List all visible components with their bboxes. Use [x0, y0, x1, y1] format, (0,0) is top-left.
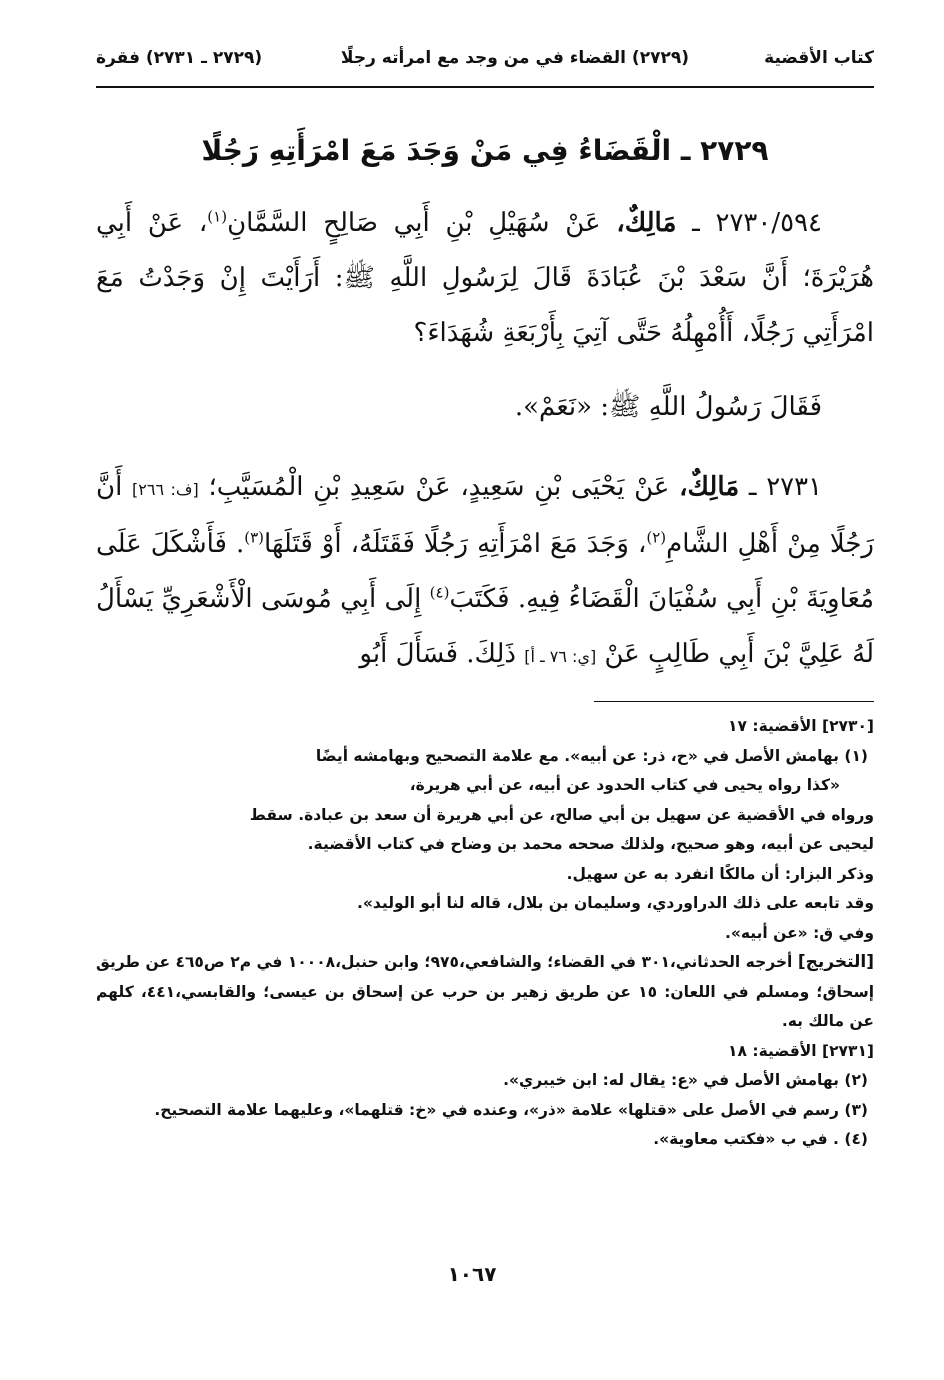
footnote-3-label: (٣) — [844, 1100, 868, 1119]
hadith-2730-reply: فَقَالَ رَسُولُ اللَّهِ ﷺ: «نَعَمْ». — [514, 392, 822, 422]
footnote-3 — [96, 1096, 874, 1126]
header-book-title: كتاب الأقضية — [764, 48, 874, 68]
hadith-2731 — [96, 460, 874, 684]
footnote-1-line: ليحيى عن أبيه، وهو صحيح، ولذلك صححه محمد بن وضاح في كتاب الأقضية. — [307, 835, 874, 853]
header-chapter-title: (٢٧٢٩) القضاء في من وجد مع امرأته رجلًا — [340, 48, 689, 68]
hadith-2731-text-e: إِلَى أَبِي مُوسَى الْأَشْعَرِيِّ يَسْأَلُ لَهُ عَلِيَّ بْنَ أَبِي طَالِبٍ عَنْ — [96, 584, 874, 669]
footnote-1-line: «كذا رواه يحيى في كتاب الحدود عن أبيه، عن أبي هريرة، — [409, 776, 840, 794]
footnote-3-text: رسم في الأصل على «قتلها» علامة «ذر»، وعنده في «خ: قتلهما»، وعليهما علامة التصحيح. — [154, 1100, 839, 1119]
footnote-1-line: ورواه في الأقضية عن سهيل بن أبي صالح، عن أبي هريرة أن سعد بن عبادة. سقط — [249, 805, 874, 824]
hadith-2730-text-b: ، عَنْ أَبِي هُرَيْرَةَ؛ أَنَّ سَعْدَ بْنَ عُبَادَةَ قَالَ لِرَسُولِ اللَّهِ ﷺ: أَرَأَيْتَ إِنْ وَجَدْتُ مَعَ امْرَأَتِي رَجُلًا، أَأُمْهِلُهُ حَتَّى آتِيَ بِأَرْبَعَةِ شُهَدَاءَ؟ — [96, 208, 874, 348]
footnote-4-text: . في ب «فكتب معاوية». — [653, 1130, 839, 1148]
footnote-1-line: وقد تابعه على ذلك الدراوردي، وسليمان بن بلال، قاله لنا أبو الوليد». — [357, 894, 874, 912]
footnote-divider — [594, 701, 874, 702]
hadith-2730-narrator: مَالِكٌ، — [616, 208, 677, 238]
hadith-2730-number: ٢٧٣٠/٥٩٤ ـ — [692, 208, 823, 238]
running-header — [96, 44, 874, 78]
footnote-4-label: (٤) — [844, 1130, 868, 1148]
hadith-2731-text-b: أَنَّ رَجُلًا مِنْ أَهْلِ الشَّامِ — [96, 472, 874, 559]
takhrij-label: [التخريج] — [797, 952, 874, 972]
footnote-1-line: وذكر البزار: أن مالكًا انفرد به عن سهيل. — [566, 864, 874, 883]
hadith-2731-text-a: عَنْ يَحْيَى بْنِ سَعِيدٍ، عَنْ سَعِيدِ بْنِ الْمُسَيَّبِ؛ — [208, 472, 670, 502]
footnote-1-line: بهامش الأصل في «ح، ذر: عن أبيه». مع علامة التصحيح وبهامشه أيضًا — [315, 746, 839, 765]
hadith-2731-text-d: . فَأَشْكَلَ عَلَى مُعَاوِيَةَ بْنِ أَبِي سُفْيَانَ الْقَضَاءُ فِيهِ. فَكَتَبَ — [96, 529, 874, 614]
footnote-1 — [96, 742, 874, 772]
footnote-2-label: (٢) — [844, 1071, 868, 1089]
header-divider — [96, 86, 874, 88]
footnote-marker-1[interactable]: (١) — [207, 207, 228, 226]
takhrij-note — [96, 948, 874, 1037]
footnote-4 — [96, 1125, 874, 1155]
footnotes — [96, 712, 874, 1155]
page-number: ١٠٦٧ — [447, 1262, 497, 1286]
footnote-2-text: بهامش الأصل في «ع: يقال له: ابن خيبري». — [503, 1071, 839, 1089]
hadith-2731-text-c: ، وَجَدَ مَعَ امْرَأَتِهِ رَجُلًا فَقَتَلَهُ، أَوْ قَتَلَهَا — [264, 529, 647, 559]
hadith-2731-narrator: مَالِكٌ، — [679, 472, 740, 502]
footnote-marker-2[interactable]: (٢) — [646, 528, 667, 547]
footnote-2 — [96, 1066, 874, 1096]
footnote-section-2731: [٢٧٣١] الأقضية: ١٨ — [728, 1041, 874, 1060]
takhrij-text: أخرجه الحدثاني،٣٠١ في القضاء؛ والشافعي،٩٧٥؛ وابن حنبل،١٠٠٠٨ في م٢ ص٤٦٥ عن طريق إسحاق؛ ومسلم في اللعان: ١٥ عن طريق زهير بن حرب عن إسحاق بن عيسى؛ والقابسي،٤٤١، كلهم عن مالك به. — [96, 953, 875, 1030]
manuscript-ref-y76a: [ي: ٧٦ ـ أ] — [524, 647, 597, 666]
hadith-2731-number: ٢٧٣١ ـ — [748, 472, 823, 502]
hadith-2730-text-a: عَنْ سُهَيْلِ بْنِ أَبِي صَالِحٍ السَّمَّانِ — [227, 208, 601, 238]
footnote-1-line: وفي ق: «عن أبيه». — [724, 923, 874, 942]
footnote-marker-4[interactable]: (٤) — [429, 583, 450, 602]
hadith-2730-reply-block — [96, 380, 874, 435]
header-paragraph-range: (٢٧٢٩ ـ ٢٧٣١) فقرة — [96, 48, 263, 68]
chapter-heading: ٢٧٢٩ ـ الْقَضَاءُ فِي مَنْ وَجَدَ مَعَ امْرَأَتِهِ رَجُلًا — [201, 134, 769, 167]
hadith-2731-text-f: ذَلِكَ. فَسَأَلَ أَبُو — [359, 639, 516, 669]
hadith-2730 — [96, 196, 874, 361]
manuscript-ref-f266: [ف: ٢٦٦] — [132, 480, 199, 499]
footnote-marker-3[interactable]: (٣) — [244, 528, 265, 547]
footnote-section-2730: [٢٧٣٠] الأقضية: ١٧ — [728, 717, 874, 735]
footnote-1-label: (١) — [844, 746, 868, 765]
